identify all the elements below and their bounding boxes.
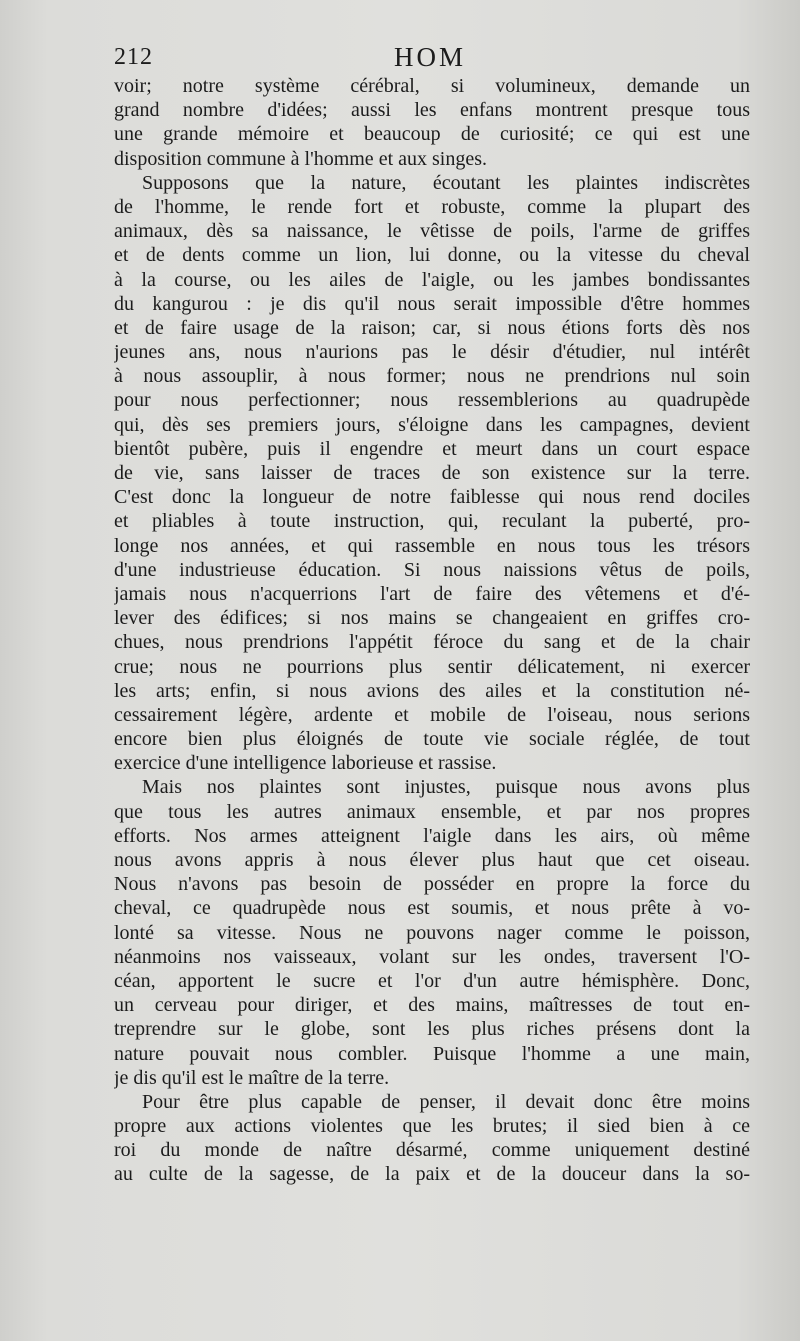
text-line: néanmoins nos vaisseaux, volant sur les ondes, traversent l'O- <box>114 945 750 968</box>
running-head: HOM <box>394 42 467 72</box>
text-line: exercice d'une intelligence laborieuse et rassise. <box>114 752 497 775</box>
text-line: crue; nous ne pourrions plus sentir délicatement, ni exercer <box>114 655 750 678</box>
text-line: propre aux actions violentes que les brutes; il sied bien à ce <box>114 1115 750 1138</box>
text-line: pour nous perfectionner; nous ressemblerions au quadrupède <box>114 389 750 412</box>
text-line: cessairement légère, ardente et mobile de l'oiseau, nous serions <box>114 703 750 726</box>
text-line: encore bien plus éloignés de toute vie sociale réglée, de tout <box>114 728 750 751</box>
text-line: au culte de la sagesse, de la paix et de la douceur dans la so- <box>114 1163 750 1186</box>
text-line: qui, dès ses premiers jours, s'éloigne dans les campagnes, devient <box>114 413 750 436</box>
text-line: céan, apportent le sucre et l'or d'un autre hémisphère. Donc, <box>114 969 750 992</box>
text-line: lever des édifices; si nos mains se changeaient en griffes cro- <box>114 607 750 630</box>
text-line: une grande mémoire et beaucoup de curiosité; ce qui est une <box>114 123 750 146</box>
text-line: longe nos années, et qui rassemble en nous tous les trésors <box>114 534 750 557</box>
text-line: jamais nous n'acquerrions l'art de faire des vêtemens et d'é- <box>114 582 750 605</box>
text-line: cheval, ce quadrupède nous est soumis, et nous prête à vo- <box>114 897 750 920</box>
page-header <box>114 42 750 76</box>
text-line: C'est donc la longueur de notre faiblesse qui nous rend dociles <box>114 486 750 509</box>
text-line: Supposons que la nature, écoutant les plaintes indiscrètes <box>142 171 750 194</box>
text-line: un cerveau pour diriger, et des mains, maîtresses de tout en- <box>114 994 750 1017</box>
text-line: et de faire usage de la raison; car, si nous étions forts dès nos <box>114 316 750 339</box>
text-line: que tous les autres animaux ensemble, et par nos propres <box>114 800 750 823</box>
text-line: chues, nous prendrions l'appétit féroce du sang et de la chair <box>114 631 750 654</box>
text-line: voir; notre système cérébral, si volumineux, demande un <box>114 75 750 97</box>
text-line: nature pouvait nous combler. Puisque l'homme a une main, <box>114 1042 750 1065</box>
text-line: Pour être plus capable de penser, il devait donc être moins <box>142 1090 750 1113</box>
text-line: animaux, dès sa naissance, le vêtisse de poils, l'arme de griffes <box>114 220 750 243</box>
text-line: à la course, ou les ailes de l'aigle, ou les jambes bondissantes <box>114 268 750 291</box>
text-line: du kangurou : je dis qu'il nous serait impossible d'être hommes <box>114 292 750 315</box>
body-text <box>114 74 750 1187</box>
text-line: efforts. Nos armes atteignent l'aigle dans les airs, où même <box>114 824 750 847</box>
text-line: treprendre sur le globe, sont les plus riches présens dont la <box>114 1018 750 1041</box>
text-line: je dis qu'il est le maître de la terre. <box>114 1066 390 1089</box>
text-line: roi du monde de naître désarmé, comme uniquement destiné <box>114 1139 750 1162</box>
text-line: lonté sa vitesse. Nous ne pouvons nager comme le poisson, <box>114 921 750 944</box>
text-line: jeunes ans, nous n'aurions pas le désir d'étudier, nul intérêt <box>114 341 750 364</box>
text-line: les arts; enfin, si nous avions des ailes et la constitution né- <box>114 679 750 702</box>
text-line: de l'homme, le rende fort et robuste, comme la plupart des <box>114 195 750 218</box>
text-line: disposition commune à l'homme et aux singes. <box>114 147 487 170</box>
text-line: grand nombre d'idées; aussi les enfans montrent presque tous <box>114 99 750 122</box>
text-line: d'une industrieuse éducation. Si nous naissions vêtus de poils, <box>114 558 750 581</box>
text-line: nous avons appris à nous élever plus haut que cet oiseau. <box>114 849 750 871</box>
text-line: Nous n'avons pas besoin de posséder en propre la force du <box>114 873 750 896</box>
text-line: Mais nos plaintes sont injustes, puisque nous avons plus <box>142 776 750 799</box>
text-line: à nous assouplir, à nous former; nous ne prendrions nul soin <box>114 365 750 388</box>
text-line: bientôt pubère, puis il engendre et meurt dans un court espace <box>114 437 750 460</box>
text-line: de vie, sans laisser de traces de son existence sur la terre. <box>114 462 750 484</box>
page-number: 212 <box>114 44 153 70</box>
text-line: et de dents comme un lion, lui donne, ou la vitesse du cheval <box>114 244 750 267</box>
text-line: et pliables à toute instruction, qui, reculant la puberté, pro- <box>114 510 750 533</box>
